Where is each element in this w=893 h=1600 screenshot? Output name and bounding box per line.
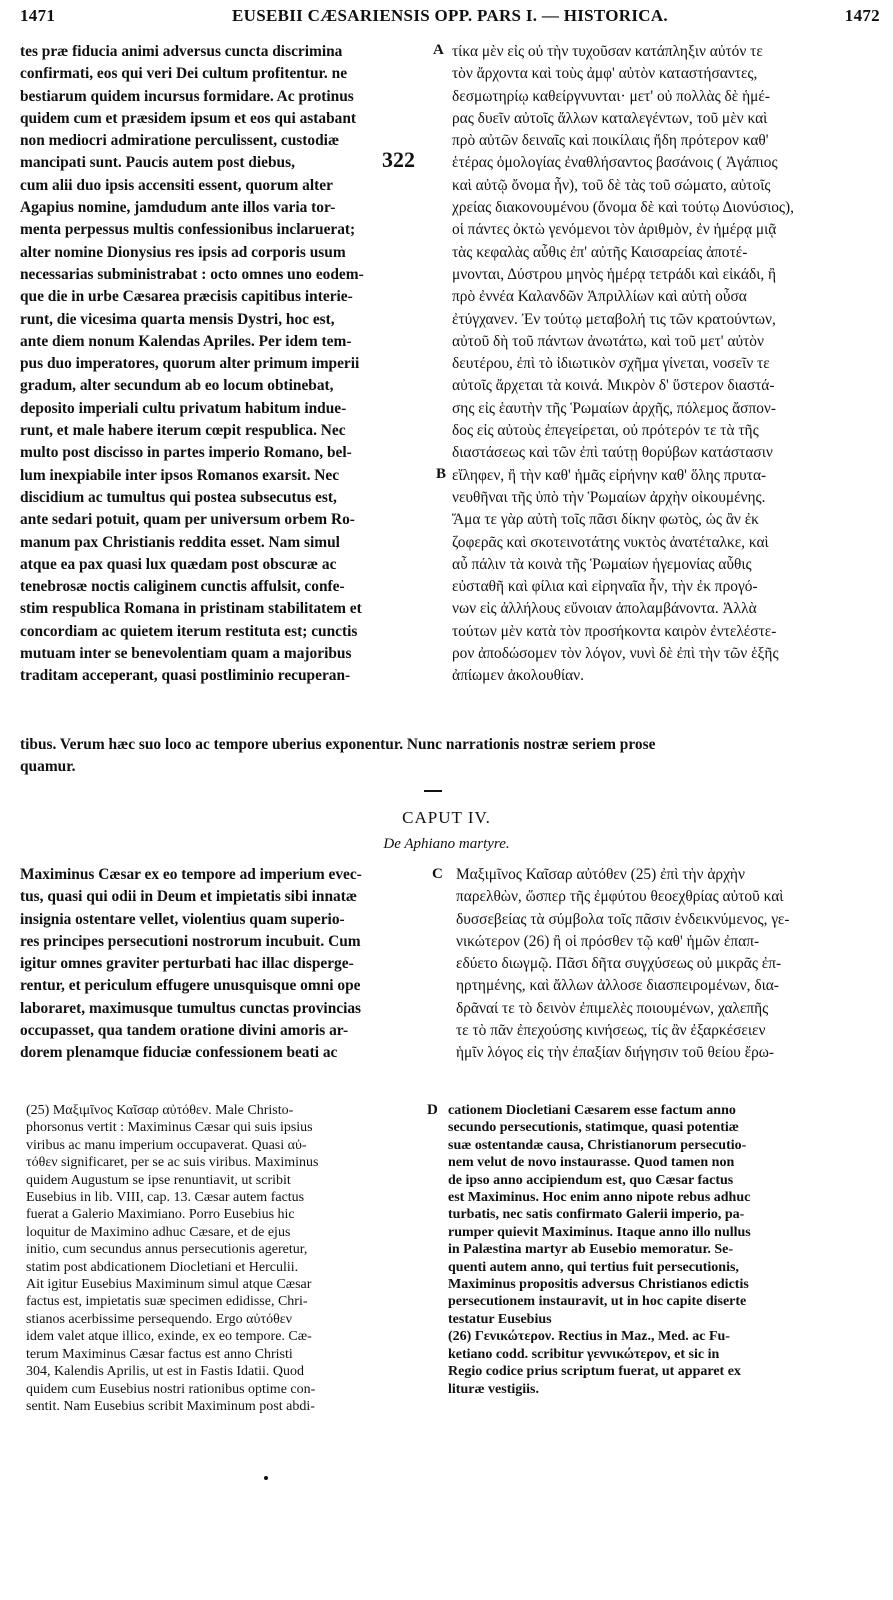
text-line: ηρτημένης, καὶ ἄλλων ἀλλοσε διασπειρομένων, δια- — [456, 977, 779, 995]
latin-column-middle — [20, 864, 424, 1065]
text-line: νικώτερον (26) ἢ οἱ πρόσθεν τῷ καθ' ἡμῶν ἐπαπ- — [456, 932, 760, 950]
text-line: πρὸ ἐννέα Καλανδῶν Ἀπριλλίων καὶ αὐτὴ οὖσα — [452, 288, 747, 306]
text-line: insignia ostentare vellet, violentius quam superio- — [20, 910, 345, 928]
footnote-line: in Palæstina martyr ab Eusebio memoratur. Se- — [448, 1242, 734, 1258]
text-line: ρον ἀποδώσομεν τὸν λόγον, νυνὶ δὲ ἐπὶ τὴν τῶν ἑξῆς — [452, 645, 779, 663]
text-line: atque ea pax quasi lux quædam post obscuræ ac — [20, 555, 337, 573]
text-line: διαστάσεως καὶ τῶν ἐπὶ ταύτῃ θορύβων κατάστασιν — [452, 444, 773, 462]
text-line: traditam acceperant, quasi postliminio recuperan- — [20, 667, 351, 685]
section-letter-d: D — [427, 1102, 438, 1118]
text-line: tus, quasi qui odii in Deum et impietatis sibi innatæ — [20, 888, 357, 906]
text-line: ἐτύγχανεν. Ἐν τούτῳ μεταβολή τις τῶν κρατούντων, — [452, 310, 776, 328]
text-line: εὐσταθῆ καὶ φίλια καὶ εἰρηναῖα ἦν, τὴν ἐκ προγό- — [452, 578, 758, 596]
text-line: δος εἰς αὐτοὺς ἐπεγείρεται, οὐ πρότερόν τε τὰ τῆς — [452, 422, 759, 440]
section-letter-a: A — [433, 42, 444, 58]
footnote-line: phorsonus vertit : Maximinus Cæsar qui suis ipsius — [26, 1120, 313, 1136]
text-line: δευτέρου, ἐπὶ τὸ ἰδιωτικὸν σχῆμα γίνεται, νοσεῖν τε — [452, 355, 770, 373]
footnote-line: fuerat a Galerio Maximiano. Porro Eusebius hic — [26, 1207, 295, 1223]
text-line: εδύετο διωγμῷ. Πᾶσι δῆτα συγχύσεως οὐ μικρᾶς ἐπ- — [456, 955, 782, 973]
chapter-subtitle: De Aphiano martyre. — [383, 836, 510, 852]
margin-number: 322 — [382, 147, 415, 172]
footnote-line: Eusebius in lib. VIII, cap. 13. Cæsar autem factus — [26, 1190, 305, 1206]
footnote-line: Ait igitur Eusebius Maximinum simul atque Cæsar — [26, 1277, 312, 1293]
text-line: καὶ αὐτῷ ὄνομα ἦν), τοῦ δὲ τὰς τοῦ σώματο, αὐτοῖς — [452, 176, 771, 194]
text-line: χρείας διακονουμένου (ὄνομα δὲ καὶ τούτῳ Διονύσιος), — [452, 199, 794, 217]
footnote-line: sentit. Nam Eusebius scribit Maximinum post abdi- — [26, 1398, 315, 1414]
text-line: lum inexpiabile inter ipsos Romanos exarsit. Nec — [20, 466, 340, 484]
text-line: confirmati, eos qui veri Dei cultum profitentur. ne — [20, 65, 348, 83]
footnote-line: statim post abdicationem Diocletiani et Herculii. — [26, 1259, 299, 1275]
text-line: non mediocri admiratione perculissent, custodiæ — [20, 132, 340, 150]
footnote-line: τόθεν significaret, per se ac suis viribus. Maximinus — [26, 1155, 319, 1171]
text-line: Μαξιμῖνος Καῖσαρ αὐτόθεν (25) ἐπὶ τὴν ἀρχὴν — [456, 866, 745, 883]
text-line: παρελθὼν, ὥσπερ τῆς ἐμφύτου θεοεχθρίας αὐτοῦ καὶ — [456, 888, 784, 906]
text-line: tes præ fiducia animi adversus cuncta discrimina — [20, 43, 343, 60]
greek-column-middle — [456, 864, 880, 1065]
text-line: alter nomine Dionysius res ipsis ad corporis usum — [20, 243, 346, 261]
text-line: τίκα μὲν εἰς οὐ τὴν τυχοῦσαν κατάπληξιν αὐτόν τε — [452, 43, 763, 60]
text-line: runt, die vicesima quarta mensis Dystri, hoc est, — [20, 310, 335, 328]
text-line: tenebrosæ noctis caliginem cunctis affulsit, confe- — [20, 578, 345, 596]
section-letter-c: C — [432, 866, 443, 882]
text-line: ante sedari potuit, quam per universum orbem Ro- — [20, 511, 355, 529]
text-line: πρὸ αὐτῶν δειναῖς καὶ ποικίλαις ἤδη πρότερον καθ' — [452, 132, 769, 150]
text-line: νευθῆναι τῆς ὑπὸ τὴν Ῥωμαίων ἀρχὴν οἰκουμένης. — [452, 488, 766, 506]
text-line: gradum, alter secundum ab eo locum obtinebat, — [20, 377, 334, 395]
running-header — [20, 6, 880, 32]
footnote-line: (26) Γενικώτερον. Rectius in Maz., Med. ac Fu- — [448, 1329, 730, 1345]
footnote-line: persecutionem instauravit, ut in hoc capite diserte — [448, 1294, 747, 1310]
footnote-line: lituræ vestigiis. — [448, 1381, 539, 1397]
footnote-line: viribus ac manu imperium occupaverat. Quasi αὐ- — [26, 1137, 307, 1153]
footnote-line: nem velut de novo instaurasse. Quod tamen non — [448, 1155, 735, 1171]
text-line: discidium ac tumultus qui postea subsecutus est, — [20, 488, 337, 506]
footnote-line: initio, cum secundus annus persecutionis ageretur, — [26, 1242, 308, 1258]
full-width-line-1: tibus. Verum hæc suo loco ac tempore uberius exponentur. Nunc narrationis nostræ seriem prose — [20, 736, 656, 753]
text-line: ante diem nonum Kalendas Apriles. Per idem tem- — [20, 332, 352, 350]
text-line: αὖ πάλιν τὰ κοινὰ τῆς Ῥωμαίων ἡγεμονίας αὖθις — [452, 555, 752, 573]
section-divider — [424, 790, 442, 792]
stray-mark — [264, 1476, 268, 1480]
text-line: stim respublica Romana in pristinam stabilitatem et — [20, 600, 362, 618]
text-line: igitur omnes graviter perturbati hac illac disperge- — [20, 955, 354, 973]
text-line: αὐτοῖς ἄρχεται τὰ κοινά. Μικρὸν δ' ὕστερον διαστά- — [452, 377, 775, 395]
text-line: deposito imperiali cultu privatum habitum indue- — [20, 399, 347, 417]
text-line: εἴληφεν, ἢ τὴν καθ' ἡμᾶς εἰρήνην καθ' ὅλης πρυτα- — [452, 466, 767, 484]
text-line: ρας δυεῖν αὐτοῖς ἄλλων καταλεγέντων, τοῦ μὲν καὶ — [452, 109, 768, 127]
text-line: occupasset, qua tandem oratione divini amoris ar- — [20, 1022, 349, 1040]
text-line: runt, et male habere iterum cœpit respublica. Nec — [20, 422, 346, 440]
text-line: quidem cum et præsidem ipsum et eos qui astabant — [20, 109, 357, 127]
text-line: τούτων μὲν κατὰ τὸν προσήκοντα καιρὸν ἐντελέστε- — [452, 622, 777, 640]
running-title: EUSEBII CÆSARIENSIS OPP. PARS I. — HISTORICA. — [232, 6, 668, 25]
footnote-line: turbatis, nec satis confirmato Galerii imperio, pa- — [448, 1207, 745, 1223]
latin-column-top — [20, 41, 424, 688]
footnote-line: quidem cum Eusebius nostri rationibus optime con- — [26, 1381, 316, 1397]
footnote-line: suæ ostentandæ causa, Christianorum persecutio- — [448, 1137, 747, 1153]
text-line: ζοφερᾶς καὶ σκοτεινοτάτης νυκτὸς ἀνατέταλκε, καὶ — [452, 533, 769, 551]
text-line: αὐτοῦ δὴ τοῦ πάντων ἀνωτάτω, καὶ τοῦ μετ' αὐτὸν — [452, 332, 764, 350]
text-line: δυσσεβείας τὰ σύμβολα τοῖς πᾶσιν ἐνδεικνύμενος, γε- — [456, 910, 790, 928]
footnotes-right-column — [448, 1102, 880, 1398]
text-line: concordiam ac quietem iterum restituta est; cunctis — [20, 622, 358, 640]
text-line: laboraret, maximusque tumultus cunctas provincias — [20, 999, 362, 1017]
text-line: multo post discisso in partes imperio Romano, bel- — [20, 444, 352, 462]
text-line: δρᾶναί τε τὸ δεινὸν ἐπιμελὲς ποιουμένων, χαλεπῆς — [456, 999, 769, 1017]
footnote-line: ketiano codd. scribitur γεννικώτερον, et sic in — [448, 1346, 720, 1362]
footnote-line: loquitur de Maximino adhuc Cæsare, et de ejus — [26, 1224, 291, 1240]
footnote-line: factus est, impietatis suæ specimen edidisse, Chri- — [26, 1294, 308, 1310]
text-line: νων εἰς ἀλλήλους εὔνοιαν ἀπολαμβάνοντα. Ἀλλὰ — [452, 600, 757, 618]
text-line: menta perpessus multis confessionibus inclaruerat; — [20, 221, 356, 239]
text-line: τε τὸ πᾶν ἐπεχούσης κινήσεως, τίς ἂν ἐξαρκέσειεν — [456, 1022, 766, 1040]
footnote-line: rumper quievit Maximinus. Itaque anno illo nullus — [448, 1224, 751, 1240]
footnote-line: (25) Μαξιμῖνος Καῖσαρ αὐτόθεν. Male Christo- — [26, 1103, 294, 1118]
text-line: que die in urbe Cæsarea præcisis capitibus interie- — [20, 288, 353, 306]
footnote-line: secundo persecutionis, statimque, quasi potentiæ — [448, 1120, 739, 1136]
right-page-number: 1472 — [844, 6, 880, 25]
text-line: necessarias subministrabat : octo omnes uno eodem- — [20, 265, 364, 283]
text-line: δεσμωτηρίῳ καθείργνυνται· μετ' οὐ πολλὰς δὲ ἡμέ- — [452, 87, 770, 105]
text-line: res principes persecutioni nostrorum incubuit. Cum — [20, 932, 361, 950]
text-line: cum alii duo ipsis accensiti essent, quorum alter — [20, 176, 333, 194]
text-line: manum pax Christianis reddita esset. Nam simul — [20, 533, 340, 551]
text-line: τὰς κεφαλὰς αὖθις ἐπ' αὐτῆς Καισαρείας ἀποτέ- — [452, 243, 748, 261]
section-letter-b: B — [436, 466, 447, 482]
footnote-line: quenti autem anno, qui tertius fuit persecutionis, — [448, 1259, 739, 1275]
footnote-line: est Maximinus. Hoc enim anno nipote rebus adhuc — [448, 1190, 751, 1206]
text-line: mutuam inter se benevolentiam quam a majoribus — [20, 645, 352, 663]
footnote-line: idem valet atque illico, exinde, ex eo tempore. Cæ- — [26, 1329, 312, 1345]
footnote-line: Maximinus propositis adversus Christianos edictis — [448, 1277, 749, 1293]
text-line: rentur, et periculum effugere unusquisque omni ope — [20, 977, 361, 995]
footnote-line: terum Maximinus Cæsar factus est anno Christi — [26, 1346, 293, 1362]
text-line: Ἅμα τε γὰρ αὐτὴ τοῖς πᾶσι δίκην φωτὸς, ὡς ἂν ἐκ — [452, 511, 759, 529]
left-page-number: 1471 — [20, 6, 56, 25]
text-line: σης εἰς ἑαυτὴν τῆς Ῥωμαίων ἀρχῆς, πόλεμος ἄσπον- — [452, 399, 776, 417]
footnote-line: cationem Diocletiani Cæsarem esse factum anno — [448, 1103, 736, 1118]
text-line: Maximinus Cæsar ex eo tempore ad imperium evec- — [20, 866, 362, 883]
text-line: dorem plenamque fiduciæ confessionem beati ac — [20, 1044, 338, 1062]
footnotes-left-column — [26, 1102, 422, 1415]
text-line: pus duo imperatores, quorum alter primum imperii — [20, 355, 360, 373]
greek-column-top — [452, 41, 878, 688]
text-line: Agapius nomine, jamdudum ante illos varia tor- — [20, 199, 336, 217]
footnote-line: stianos acerbissime persequendo. Ergo αὐτόθεν — [26, 1311, 292, 1327]
footnote-line: quidem Augustum se ipse renuntiavit, ut scribit — [26, 1172, 291, 1188]
full-width-line-2: quamur. — [20, 758, 76, 775]
footnote-line: testatur Eusebius — [448, 1311, 552, 1327]
text-line: ἀπίωμεν ἀκολουθίαν. — [452, 667, 584, 685]
footnote-line: 304, Kalendis Aprilis, ut est in Fastis Idatii. Quod — [26, 1364, 305, 1380]
text-line: ἑτέρας ὁμολογίας ἐναθλήσαντος βασάνοις ( Ἀγάπιος — [452, 154, 778, 172]
text-line: μνονται, Δύστρου μηνὸς ἡμέρᾳ τετράδι καὶ εἰκάδι, ἢ — [452, 265, 777, 283]
text-line: οἱ πάντες ὀκτὼ γενόμενοι τὸν ἀριθμὸν, ἐν ἡμέρᾳ μιᾷ — [452, 221, 777, 239]
chapter-heading: CAPUT IV. — [402, 808, 491, 827]
text-line: τὸν ἄρχοντα καὶ τοὺς ἀμφ' αὐτὸν καταστήσαντες, — [452, 65, 758, 83]
text-line: mancipati sunt. Paucis autem post diebus, — [20, 154, 295, 172]
footnote-line: Regio codice prius scriptum fuerat, ut apparet ex — [448, 1364, 741, 1380]
footnote-line: de ipso anno accipiendum est, quo Cæsar factus — [448, 1172, 734, 1188]
text-line: ἡμῖν λόγος εἰς τὴν ἐπαξίαν διήγησιν τοῦ θείου ἔρω- — [456, 1044, 775, 1062]
text-line: bestiarum quidem incursus formidare. Ac protinus — [20, 87, 354, 105]
